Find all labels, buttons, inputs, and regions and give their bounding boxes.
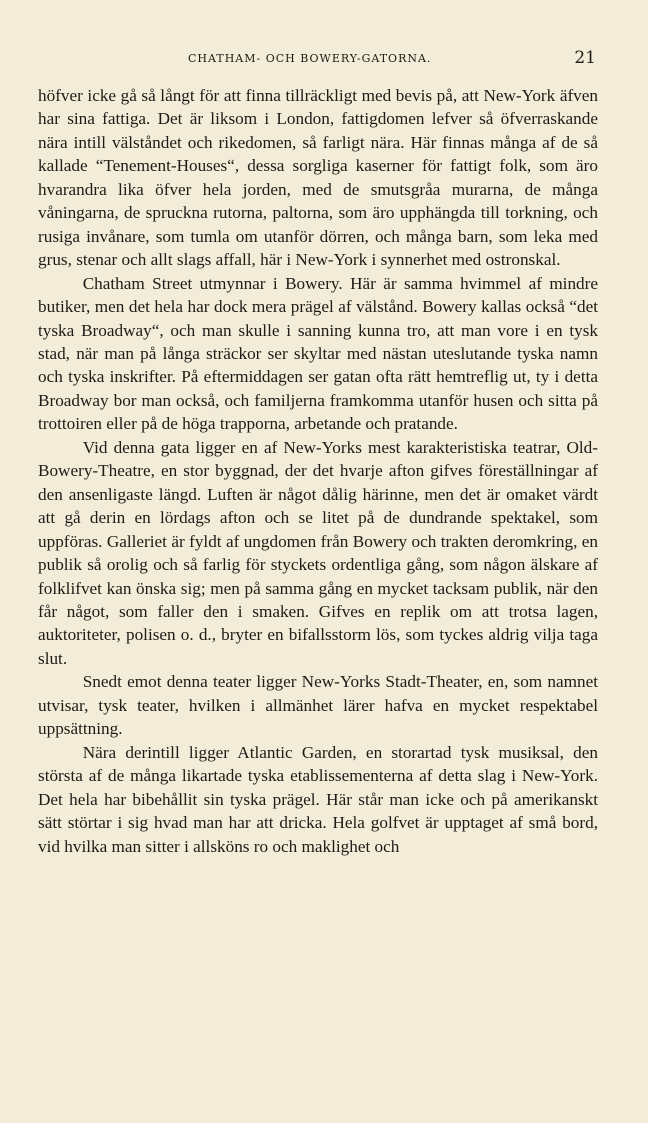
page-number: 21 — [574, 48, 596, 68]
paragraph-chatham-street: Chatham Street utmynnar i Bowery. Här är samma hvimmel af mindre butiker, men det hela har dock mera prägel af välstånd. Bowery kallas också “det tyska Broadway“, och man skulle i sanning kunna tro, att man vore i en tysk stad, när man på långa sträckor ser skyltar med nästan uteslutande tyska namn och tyska inskrifter. På eftermiddagen ser gatan ofta rätt hemtreflig ut, ty i detta Broadway bor man också, och familjerna framkomma utanför husen och sitta på trottoiren eller på de höga trapporna, arbetande och pratande. — [38, 273, 598, 434]
running-head — [38, 48, 598, 70]
body-text — [38, 84, 598, 858]
running-title: CHATHAM- OCH BOWERY-GATORNA. — [188, 52, 432, 65]
paragraph-atlantic-garden: Nära derintill ligger Atlantic Garden, en storartad tysk musiksal, den största af de många likartade tyska etablissementerna af detta slag i New-York. Det hela har bibehållit sin tyska prägel. Här står man icke och på amerikanskt sätt störtar i sig hvad man har att dricka. Hela golfvet är upptaget af små bord, vid hvilka man sitter i allsköns ro och maklighet och — [38, 742, 598, 856]
paragraph-old-bowery-theatre: Vid denna gata ligger en af New-Yorks mest karakteristiska teatrar, Old-Bowery-Theatre, en stor byggnad, der det hvarje afton gifves föreställningar af den ansenligaste längd. Luften är något dålig härinne, men det är omaket värdt att gå derin en lördags afton och se litet på de dundrande spektakel, som uppföras. Galleriet är fyldt af ungdomen från Bowery och trakten deromkring, en publik så orolig och så farlig för styckets ordentliga gång, som någon älskare af folklifvet kan önska sig; men på samma gång en mycket tacksam publik, när den får något, som faller den i smaken. Gifves en replik om att trotsa lagen, auktoriteter, polisen o. d., bryter en bifallsstorm lös, som tyckes aldrig vilja taga slut. — [38, 437, 598, 668]
paragraph-continuation: höfver icke gå så långt för att finna tillräckligt med bevis på, att New-York äfven har sina fattiga. Det är liksom i London, fattigdomen lefver så öfverraskande nära intill välståndet och rikedomen, så farligt nära. Här finnas många af de så kallade “Tenement-Houses“, dessa sorgliga kaserner för fattigt folk, som äro hvarandra lika öfver hela jorden, med de smutsgråa murarna, de många våningarna, de spruckna rutorna, paltorna, som äro upphängda till torkning, och rusiga invånare, som tumla om utanför dörren, och många barn, som leka med grus, stenar och allt slags affall, här i New-York i synnerhet med ostronskal. — [38, 86, 598, 270]
paragraph-stadt-theater: Snedt emot denna teater ligger New-Yorks Stadt-Theater, en, som namnet utvisar, tysk teater, hvilken i allmänhet lärer hafva en mycket respektabel uppsättning. — [38, 672, 598, 739]
